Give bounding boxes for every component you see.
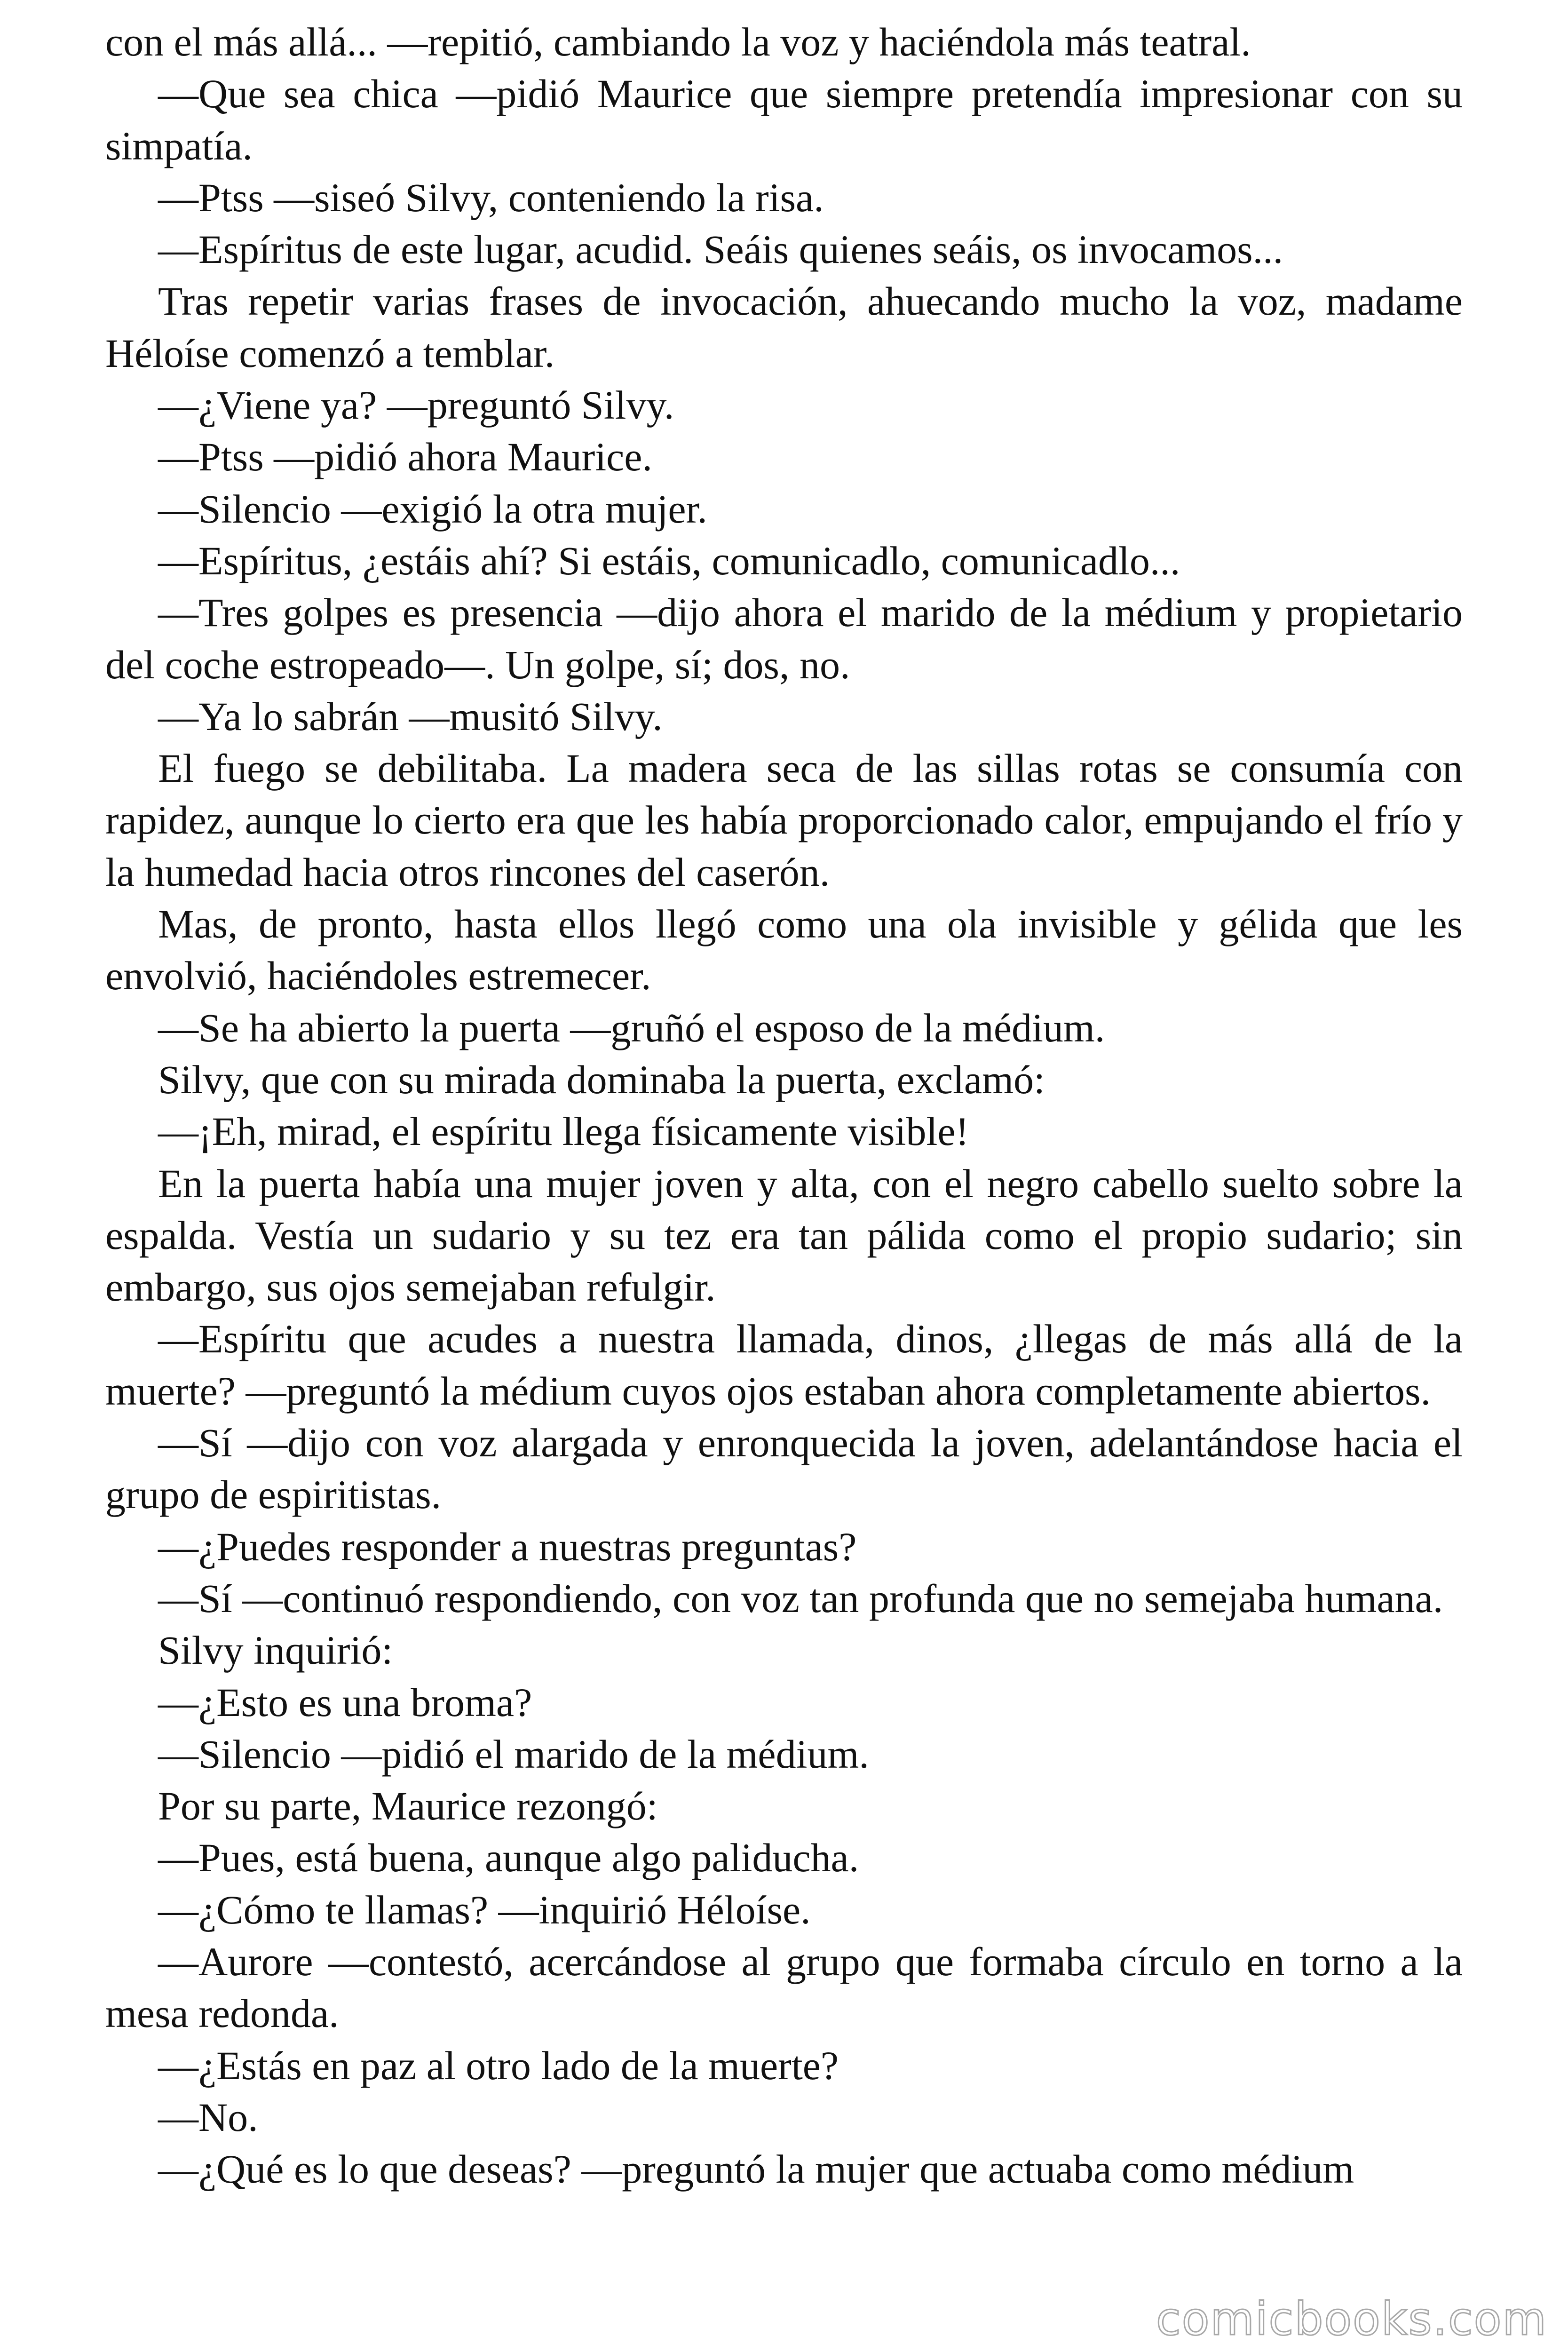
paragraph: —Que sea chica —pidió Maurice que siempre pretendía impresionar con su simpatía. [105, 71, 1463, 168]
paragraph: —Silencio —pidió el marido de la médium. [158, 1731, 869, 1777]
body-text [105, 16, 1463, 2195]
paragraph: —¿Esto es una broma? [158, 1679, 532, 1725]
watermark: comicbooks.com [1156, 2293, 1547, 2345]
paragraph: —¿Puedes responder a nuestras preguntas? [158, 1524, 857, 1569]
paragraph: —Espíritu que acudes a nuestra llamada, dinos, ¿llegas de más allá de la muerte? —preguntó la médium cuyos ojos estaban ahora completamente abiertos. [105, 1316, 1463, 1414]
paragraph: —Se ha abierto la puerta —gruñó el esposo de la médium. [158, 1005, 1105, 1050]
paragraph: Silvy inquirió: [158, 1628, 393, 1673]
paragraph: Silvy, que con su mirada dominaba la puerta, exclamó: [158, 1057, 1045, 1102]
paragraph: —Ptss —siseó Silvy, conteniendo la risa. [158, 175, 824, 220]
paragraph: —¿Estás en paz al otro lado de la muerte? [158, 2042, 839, 2088]
paragraph: —Aurore —contestó, acercándose al grupo que formaba círculo en torno a la mesa redonda. [105, 1939, 1463, 2036]
paragraph: —No. [158, 2094, 258, 2140]
paragraph: —Espíritus de este lugar, acudid. Seáis quienes seáis, os invocamos... [158, 227, 1283, 272]
paragraph: En la puerta había una mujer joven y alta, con el negro cabello suelto sobre la espalda. Vestía un sudario y su tez era tan pálida como el propio sudario; sin embargo, sus ojos semejaban refulgir. [105, 1160, 1463, 1310]
paragraph: Tras repetir varias frases de invocación, ahuecando mucho la voz, madame Héloíse comenzó a temblar. [105, 278, 1463, 376]
paragraph: con el más allá... —repitió, cambiando la voz y haciéndola más teatral. [105, 19, 1251, 64]
paragraph: —¡Eh, mirad, el espíritu llega físicamente visible! [158, 1109, 969, 1154]
paragraph: —Pues, está buena, aunque algo paliducha. [158, 1835, 859, 1881]
paragraph: El fuego se debilitaba. La madera seca de las sillas rotas se consumía con rapidez, aunque lo cierto era que les había proporcionado calor, empujando el frío y la humedad hacia otros rincones del caserón. [105, 746, 1463, 895]
paragraph: —Ya lo sabrán —musitó Silvy. [158, 693, 663, 739]
paragraph: —Espíritus, ¿estáis ahí? Si estáis, comunicadlo, comunicadlo... [158, 538, 1180, 583]
paragraph: —Tres golpes es presencia —dijo ahora el marido de la médium y propietario del coche estropeado—. Un golpe, sí; dos, no. [105, 590, 1463, 687]
paragraph: —¿Qué es lo que deseas? —preguntó la mujer que actuaba como médium [158, 2146, 1354, 2192]
paragraph: —Ptss —pidió ahora Maurice. [158, 434, 652, 480]
paragraph: —Silencio —exigió la otra mujer. [158, 486, 707, 532]
paragraph: Mas, de pronto, hasta ellos llegó como una ola invisible y gélida que les envolvió, haciéndoles estremecer. [105, 901, 1463, 999]
paragraph: Por su parte, Maurice rezongó: [158, 1783, 658, 1829]
paragraph: —¿Viene ya? —preguntó Silvy. [158, 382, 674, 428]
paragraph: —Sí —dijo con voz alargada y enronquecida la joven, adelantándose hacia el grupo de espiritistas. [105, 1420, 1463, 1518]
paragraph: —Sí —continuó respondiendo, con voz tan profunda que no semejaba humana. [158, 1575, 1443, 1621]
paragraph: —¿Cómo te llamas? —inquirió Héloíse. [158, 1887, 811, 1932]
